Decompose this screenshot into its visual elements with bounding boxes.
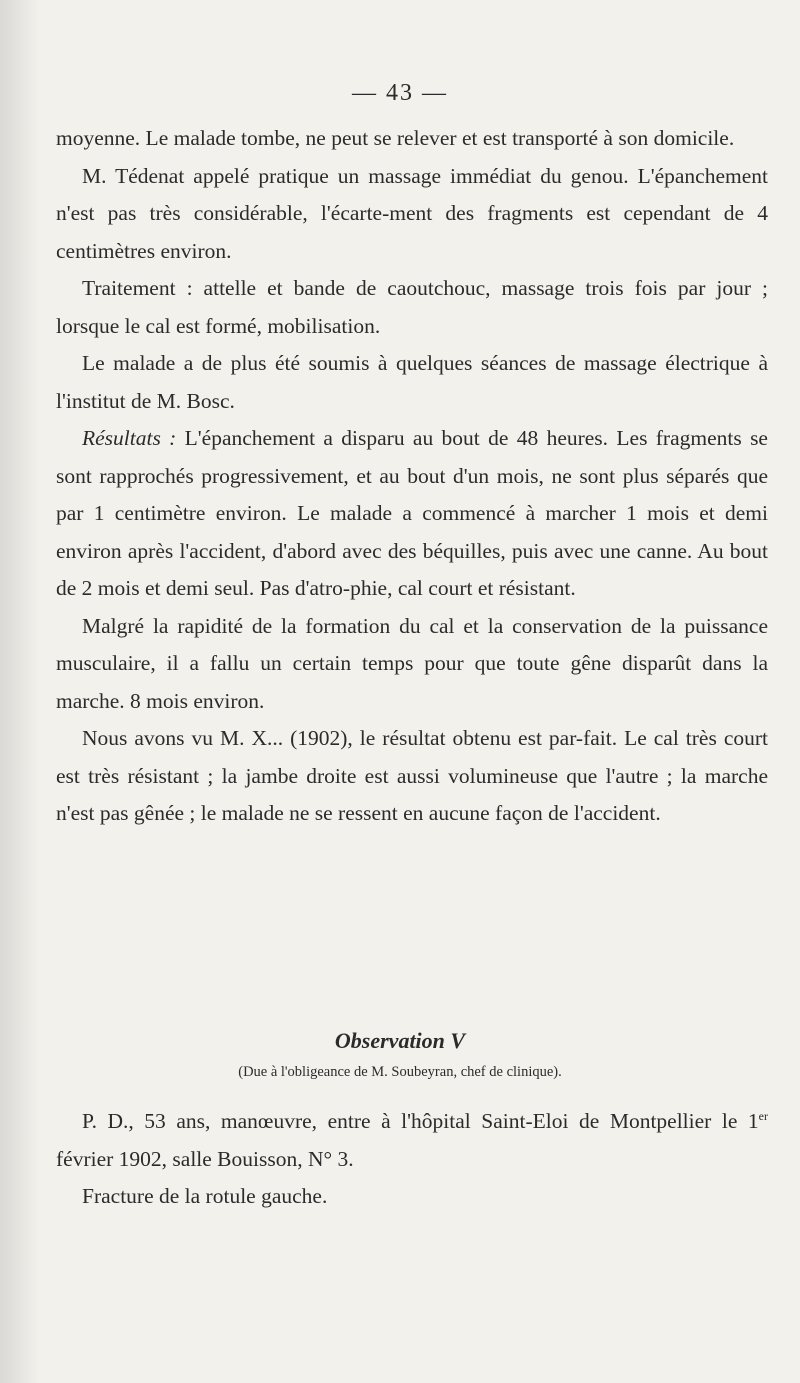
paragraph: Traitement : attelle et bande de caoutchouc, massage trois fois par jour ; lorsque le cal est formé, mobilisation.	[56, 276, 768, 338]
body-text	[56, 120, 768, 833]
case-text	[56, 1103, 768, 1216]
paragraph: M. Tédenat appelé pratique un massage immédiat du genou. L'épanchement n'est pas très considérable, l'écarte-ment des fragments est cependant de 4 centimètres environ.	[56, 163, 768, 263]
page-number: — 43 —	[352, 80, 448, 106]
observation-title: Observation V	[334, 1028, 466, 1053]
results-text: L'épanchement a disparu au bout de 48 heures. Les fragments se sont rapprochés progressivement, et au bout d'un mois, ne sont plus séparés que par 1 centimètre environ. Le malade a commencé à marcher 1 mois et demi environ après l'accident, d'abord avec des béquilles, puis avec une canne. Au bout de 2 mois et demi seul. Pas d'atro-phie, cal court et résistant.	[56, 426, 768, 600]
ordinal-superscript: er	[758, 1108, 768, 1123]
page-edge-shadow	[0, 0, 40, 1383]
results-label: Résultats :	[82, 426, 177, 450]
paragraph-results	[56, 420, 768, 608]
observation-credit: (Due à l'obligeance de M. Soubeyran, chef de clinique).	[238, 1064, 562, 1080]
case-intro-end: février 1902, salle Bouisson, N° 3.	[56, 1146, 354, 1171]
case-intro	[56, 1103, 768, 1178]
case-intro-start: P. D., 53 ans, manœuvre, entre à l'hôpital Saint-Eloi de Montpellier le 1	[82, 1109, 759, 1133]
paragraph: Malgré la rapidité de la formation du cal et la conservation de la puissance musculaire, il a fallu un certain temps pour que toute gêne disparût dans la marche. 8 mois environ.	[56, 613, 768, 713]
paragraph: Le malade a de plus été soumis à quelques séances de massage électrique à l'institut de M. Bosc.	[56, 351, 768, 413]
paragraph: moyenne. Le malade tombe, ne peut se relever et est transporté à son domicile.	[56, 126, 735, 150]
case-diagnosis: Fracture de la rotule gauche.	[82, 1184, 328, 1208]
paragraph: Nous avons vu M. X... (1902), le résultat obtenu est par-fait. Le cal très court est très résistant ; la jambe droite est aussi volumineuse que l'autre ; la marche n'est pas gênée ; le malade ne se ressent en aucune façon de l'accident.	[56, 726, 768, 825]
